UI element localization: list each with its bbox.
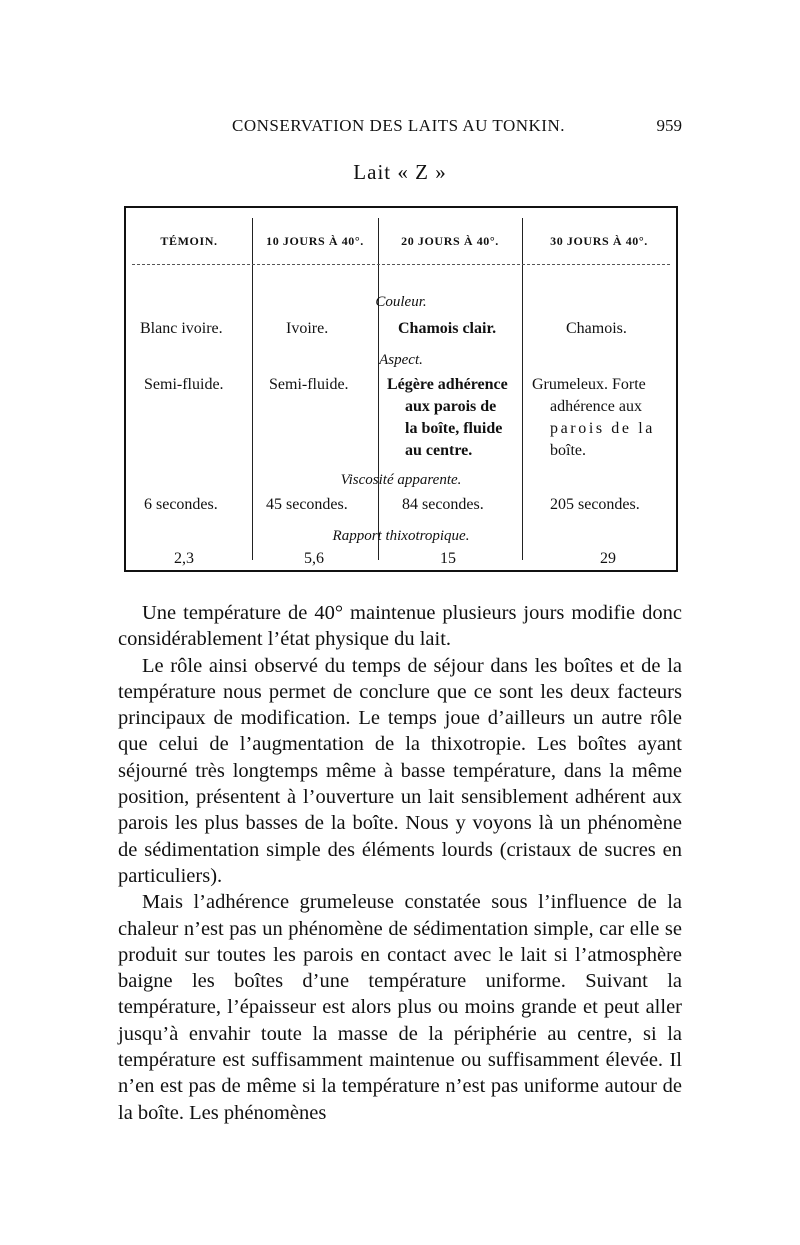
column-divider — [378, 218, 379, 560]
table-cell: Semi-fluide. — [269, 376, 349, 393]
paragraph: Le rôle ainsi observé du temps de séjour dans les boîtes et de la température nous permet de conclure que ce sont les deux facteurs principaux de modification. Le temps joue d’ailleurs un autre rôle que celui de l’augmentation de la thixotropie. Les boîtes ayant séjourné très longtemps même à basse température, dans la même position, présentent à l’ouverture un lait sensiblement adhérent aux parois les plus basses de la boîte. Nous y voyons là un phénomène de sédimentation simple des éléments lourds (cristaux de sucres en particuliers). — [118, 654, 682, 887]
column-divider — [522, 218, 523, 560]
section-label-rapport: Rapport thixotropique. — [332, 528, 470, 544]
table-cell: Chamois. — [566, 320, 627, 337]
results-table — [124, 206, 678, 572]
body-text — [118, 600, 682, 1126]
table-cell: Légère adhérence — [387, 376, 508, 393]
table-cell: la boîte, fluide — [405, 420, 503, 437]
table-cell: Chamois clair. — [398, 320, 497, 337]
table-cell: 2,3 — [174, 550, 194, 567]
section-label-viscosite: Viscosité apparente. — [340, 472, 462, 488]
table-cell: aux parois de — [405, 398, 497, 415]
column-header-temoin: TÉMOIN. — [160, 234, 218, 248]
running-head — [118, 116, 682, 140]
table-title: Lait « Z » — [353, 160, 447, 184]
table-cell: 15 — [440, 550, 456, 567]
section-label-aspect: Aspect. — [379, 352, 423, 368]
table-cell: 6 secondes. — [144, 496, 218, 513]
table-cell: Grumeleux. Forte — [532, 376, 646, 393]
table-cell: adhérence aux — [550, 398, 642, 415]
paragraph: Une température de 40° maintenue plusieurs jours modifie donc considérablement l’état physique du lait. — [118, 602, 682, 651]
table-cell: 5,6 — [304, 550, 324, 567]
column-header-20-jours: 20 JOURS À 40°. — [401, 234, 499, 248]
table-cell: boîte. — [550, 442, 586, 459]
table-cell: 45 secondes. — [266, 496, 348, 513]
section-label-couleur: Couleur. — [375, 294, 427, 310]
paragraph: Mais l’adhérence grumeleuse constatée sous l’influence de la chaleur n’est pas un phénomène de sédimentation simple, car elle se produit sur toutes les parois en contact avec le lait si l’atmosphère baigne les boîtes d’une température uniforme. Suivant la température, l’épaisseur est alors plus ou moins grande et peut aller jusqu’à envahir toute la masse de la périphérie au centre, si la température est suffisamment maintenue ou suffisamment élevée. Il n’en est pas de même si la température n’est pas uniforme autour de la boîte. Les phénomènes — [118, 891, 682, 1124]
table-cell: 84 secondes. — [402, 496, 484, 513]
running-title: CONSERVATION DES LAITS AU TONKIN. — [232, 116, 565, 135]
table-cell: parois de la — [550, 420, 655, 437]
column-header-10-jours: 10 JOURS À 40°. — [266, 234, 364, 248]
column-header-30-jours: 30 JOURS À 40°. — [550, 234, 648, 248]
header-rule — [132, 264, 670, 265]
table-cell: Semi-fluide. — [144, 376, 224, 393]
table-cell: Blanc ivoire. — [140, 320, 223, 337]
table-cell: 29 — [600, 550, 616, 567]
table-cell: au centre. — [405, 442, 473, 459]
table-cell: 205 secondes. — [550, 496, 640, 513]
page-number: 959 — [656, 116, 682, 135]
column-divider — [252, 218, 253, 560]
table-cell: Ivoire. — [286, 320, 329, 337]
